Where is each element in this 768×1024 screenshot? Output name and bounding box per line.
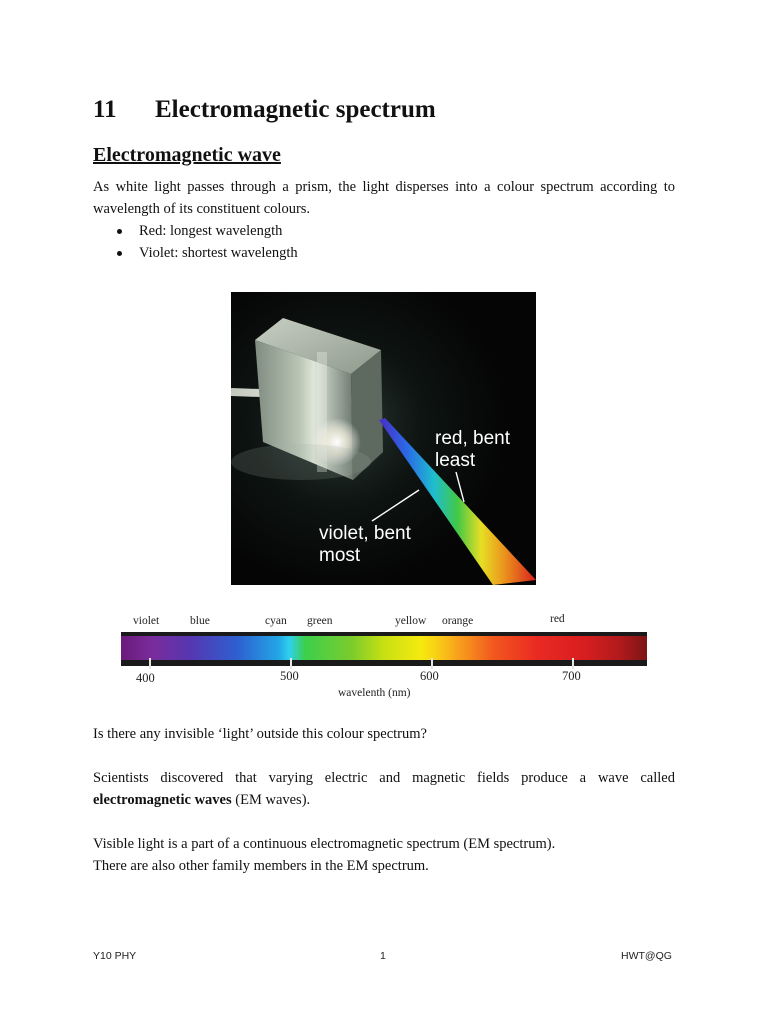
spectrum-tick-label: 400 [136, 671, 155, 685]
bullet-text: Violet: shortest wavelength [139, 245, 298, 261]
chapter-number: 11 [93, 96, 117, 123]
spectrum-tick-label: 500 [280, 669, 299, 683]
spectrum-color-label: green [307, 615, 333, 627]
em-spectrum-line: There are also other family members in the EM spectrum. [93, 858, 429, 874]
spectrum-color-label: yellow [395, 615, 427, 627]
footer-page-number: 1 [380, 950, 386, 962]
em-spectrum-paragraph [93, 833, 675, 877]
bullet-icon [117, 229, 122, 234]
spectrum-tick [290, 658, 292, 669]
intro-paragraph: As white light passes through a prism, the light disperses into a colour spectrum according to wavelength of its constituent colours. [93, 179, 675, 217]
spectrum-tick-label: 700 [562, 669, 581, 683]
bullet-text: Red: longest wavelength [139, 223, 283, 239]
spectrum-color-label: violet [133, 615, 160, 627]
prism-label-violet: violet, bent most [319, 523, 411, 566]
spectrum-tick [572, 658, 574, 669]
spectrum-color-bar [121, 632, 647, 666]
bullet-list [93, 220, 493, 264]
bullet-icon [117, 251, 122, 256]
chapter-heading [93, 94, 436, 126]
prism-label-red: red, bent least [435, 428, 510, 471]
spectrum-tick [149, 658, 151, 669]
spectrum-color-label: red [550, 613, 565, 625]
chapter-title: Electromagnetic spectrum [155, 96, 436, 123]
spectrum-tick [431, 658, 433, 669]
bullet-item-red [93, 220, 493, 242]
footer-right: HWT@QG [621, 950, 672, 962]
spectrum-tick-label: 600 [420, 669, 439, 683]
spectrum-axis-label: wavelenth (nm) [338, 687, 411, 699]
question-paragraph: Is there any invisible ‘light’ outside this colour spectrum? [93, 726, 427, 742]
em-spectrum-line: Visible light is a part of a continuous electromagnetic spectrum (EM spectrum). [93, 836, 556, 852]
em-waves-text: Scientists discovered that varying electric and magnetic fields produce a wave called [93, 770, 675, 786]
footer-left: Y10 PHY [93, 950, 137, 962]
spectrum-color-label: orange [442, 615, 474, 627]
spectrum-color-label: blue [190, 615, 210, 627]
bullet-item-violet [93, 242, 493, 264]
spectrum-color-label: cyan [265, 615, 287, 627]
em-waves-term: electromagnetic waves [93, 792, 232, 808]
em-waves-text-end: (EM waves). [231, 792, 311, 808]
em-waves-paragraph [93, 767, 675, 811]
section-heading: Electromagnetic wave [93, 144, 281, 166]
